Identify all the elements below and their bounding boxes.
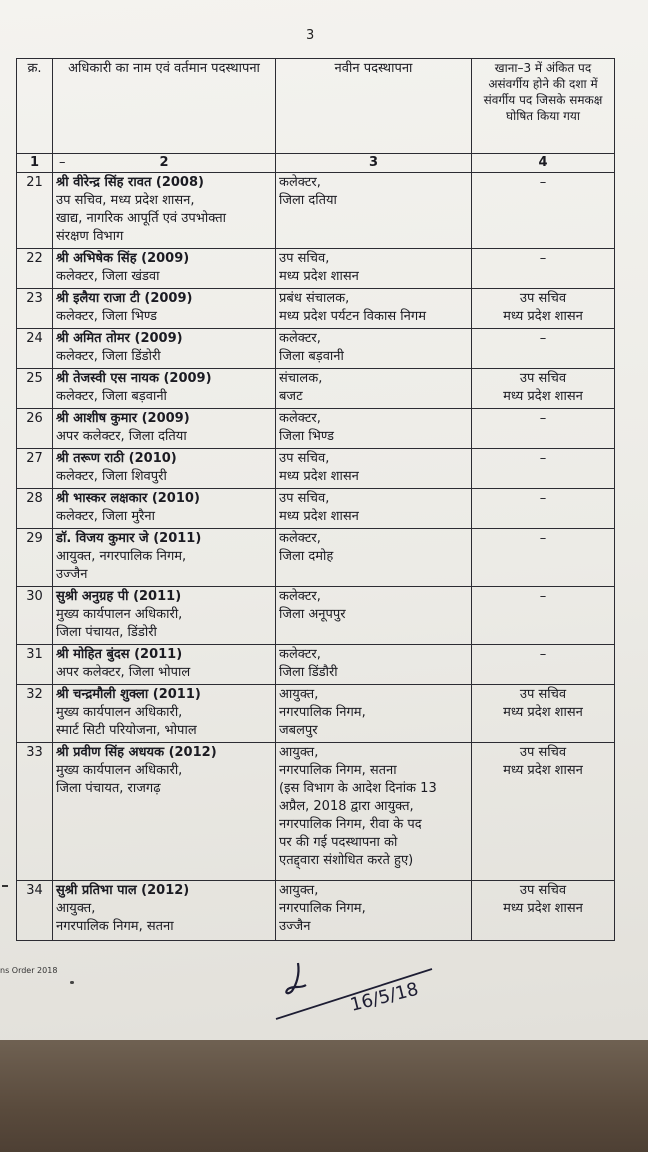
row-officer-cell: [53, 743, 276, 881]
equivalent-post-line: –: [539, 451, 547, 466]
equivalent-post-line: उप सचिव: [519, 291, 567, 306]
row-serial: 30: [17, 587, 53, 645]
row-new-posting-cell: [276, 685, 472, 743]
row-officer-cell: [53, 173, 276, 249]
equivalent-post-line: –: [539, 647, 547, 662]
row-new-posting-cell: [276, 249, 472, 289]
col-number: [53, 154, 276, 173]
new-posting-line: कलेक्टर,: [279, 589, 321, 604]
row-serial: 34: [17, 881, 53, 941]
current-posting-line: कलेक्टर, जिला भिण्ड: [56, 309, 157, 324]
new-posting-line: अप्रैल, 2018 द्वारा आयुक्त,: [279, 799, 414, 814]
row-new-posting-cell: [276, 529, 472, 587]
new-posting-line: कलेक्टर,: [279, 531, 321, 546]
new-posting-line: जिला बड़वानी: [279, 349, 344, 364]
new-posting-line: प्रबंध संचालक,: [279, 291, 350, 306]
row-officer-cell: [53, 369, 276, 409]
current-posting-line: संरक्षण विभाग: [56, 229, 124, 244]
row-new-posting-cell: [276, 449, 472, 489]
row-new-posting-cell: [276, 489, 472, 529]
table-row: [17, 881, 615, 941]
table-row: [17, 489, 615, 529]
new-posting-line: मध्य प्रदेश पर्यटन विकास निगम: [279, 309, 426, 324]
equivalent-post-line: –: [539, 331, 547, 346]
new-posting-line: कलेक्टर,: [279, 411, 321, 426]
equivalent-post-line: मध्य प्रदेश शासन: [503, 309, 583, 324]
table-row: [17, 685, 615, 743]
row-officer-cell: [53, 685, 276, 743]
new-posting-line: जिला भिण्ड: [279, 429, 334, 444]
current-posting-line: उज्जैन: [56, 567, 88, 582]
current-posting-line: अपर कलेक्टर, जिला भोपाल: [56, 665, 191, 680]
officer-name: श्री आशीष कुमार (2009): [56, 411, 190, 426]
page-number: 3: [306, 28, 315, 43]
current-posting-line: आयुक्त, नगरपालिक निगम,: [56, 549, 187, 564]
signature: [270, 955, 450, 1027]
equivalent-post-line: उप सचिव: [519, 687, 567, 702]
row-new-posting-cell: [276, 329, 472, 369]
officer-name: श्री प्रवीण सिंह अधयक (2012): [56, 745, 217, 760]
row-equivalent-cell: [472, 587, 615, 645]
equivalent-post-line: मध्य प्रदेश शासन: [503, 389, 583, 404]
new-posting-line: उप सचिव,: [279, 491, 330, 506]
current-posting-line: मुख्य कार्यपालन अधिकारी,: [56, 763, 183, 778]
row-serial: 33: [17, 743, 53, 881]
header-new-posting: नवीन पदस्थापना: [276, 59, 472, 154]
row-equivalent-cell: [472, 529, 615, 587]
table-row: [17, 289, 615, 329]
officer-name: श्री तेजस्वी एस नायक (2009): [56, 371, 212, 386]
row-officer-cell: [53, 489, 276, 529]
current-posting-line: स्मार्ट सिटी परियोजना, भोपाल: [56, 723, 197, 738]
equivalent-post-line: –: [539, 589, 547, 604]
current-posting-line: मुख्य कार्यपालन अधिकारी,: [56, 607, 183, 622]
row-serial: 25: [17, 369, 53, 409]
new-posting-line: आयुक्त,: [279, 687, 319, 702]
equivalent-post-line: मध्य प्रदेश शासन: [503, 705, 583, 720]
row-equivalent-cell: [472, 685, 615, 743]
row-equivalent-cell: [472, 369, 615, 409]
row-serial: 26: [17, 409, 53, 449]
officer-name: श्री मोहित बुंदस (2011): [56, 647, 183, 662]
equivalent-post-line: उप सचिव: [519, 745, 567, 760]
row-new-posting-cell: [276, 289, 472, 329]
current-posting-line: कलेक्टर, जिला खंडवा: [56, 269, 160, 284]
row-equivalent-cell: [472, 743, 615, 881]
header-equivalent-post: खाना–3 में अंकित पद असंवर्गीय होने की दशा में संवर्गीय पद जिसके समकक्ष घोषित किया गया: [472, 59, 615, 154]
signature-date: 16/5/18: [348, 978, 421, 1016]
current-posting-line: आयुक्त,: [56, 901, 96, 916]
row-serial: 32: [17, 685, 53, 743]
row-officer-cell: [53, 409, 276, 449]
row-serial: 28: [17, 489, 53, 529]
new-posting-line: आयुक्त,: [279, 745, 319, 760]
row-equivalent-cell: [472, 329, 615, 369]
row-officer-cell: [53, 449, 276, 489]
equivalent-post-line: उप सचिव: [519, 883, 567, 898]
current-posting-line: मुख्य कार्यपालन अधिकारी,: [56, 705, 183, 720]
equivalent-post-line: –: [539, 531, 547, 546]
current-posting-line: कलेक्टर, जिला मुरैना: [56, 509, 156, 524]
table-row: [17, 743, 615, 881]
row-new-posting-cell: [276, 743, 472, 881]
margin-mark: [2, 885, 8, 887]
table-row: [17, 529, 615, 587]
officer-name: सुश्री अनुग्रह पी (2011): [56, 589, 182, 604]
ink-dot: [70, 981, 74, 984]
new-posting-line: मध्य प्रदेश शासन: [279, 269, 359, 284]
equivalent-post-line: मध्य प्रदेश शासन: [503, 763, 583, 778]
equivalent-post-line: –: [539, 251, 547, 266]
new-posting-line: मध्य प्रदेश शासन: [279, 469, 359, 484]
row-new-posting-cell: [276, 645, 472, 685]
col-number: 3: [276, 154, 472, 173]
new-posting-line: कलेक्टर,: [279, 331, 321, 346]
officer-name: श्री तरूण राठी (2010): [56, 451, 177, 466]
current-posting-line: जिला पंचायत, डिंडोरी: [56, 625, 157, 640]
new-posting-line: (इस विभाग के आदेश दिनांक 13: [279, 781, 437, 796]
officer-name: श्री इलैया राजा टी (2009): [56, 291, 193, 306]
row-new-posting-cell: [276, 881, 472, 941]
officer-name: श्री अमित तोमर (2009): [56, 331, 183, 346]
new-posting-line: उज्जैन: [279, 919, 311, 934]
col-number-value: 2: [159, 155, 169, 170]
table-row: [17, 369, 615, 409]
officer-name: श्री वीरेन्द्र सिंह रावत (2008): [56, 175, 204, 190]
table-row: [17, 329, 615, 369]
row-serial: 29: [17, 529, 53, 587]
row-equivalent-cell: [472, 289, 615, 329]
officer-name: श्री अभिषेक सिंह (2009): [56, 251, 190, 266]
new-posting-line: एतद्द्वारा संशोधित करते हुए): [279, 853, 414, 868]
new-posting-line: उप सचिव,: [279, 251, 330, 266]
current-posting-line: कलेक्टर, जिला शिवपुरी: [56, 469, 167, 484]
current-posting-line: अपर कलेक्टर, जिला दतिया: [56, 429, 187, 444]
row-officer-cell: [53, 881, 276, 941]
row-officer-cell: [53, 645, 276, 685]
row-new-posting-cell: [276, 409, 472, 449]
row-officer-cell: [53, 329, 276, 369]
row-officer-cell: [53, 529, 276, 587]
new-posting-line: नगरपालिक निगम,: [279, 705, 366, 720]
new-posting-line: मध्य प्रदेश शासन: [279, 509, 359, 524]
row-equivalent-cell: [472, 173, 615, 249]
row-serial: 27: [17, 449, 53, 489]
row-serial: 24: [17, 329, 53, 369]
footer-text: ns Order 2018: [0, 966, 58, 975]
new-posting-line: जिला अनूपपुर: [279, 607, 346, 622]
table-row: [17, 249, 615, 289]
row-equivalent-cell: [472, 489, 615, 529]
row-equivalent-cell: [472, 645, 615, 685]
header-officer: अधिकारी का नाम एवं वर्तमान पदस्थापना: [53, 59, 276, 154]
table-row: [17, 409, 615, 449]
table-body: [17, 173, 615, 941]
equivalent-post-line: –: [539, 175, 547, 190]
officer-name: सुश्री प्रतिभा पाल (2012): [56, 883, 190, 898]
new-posting-line: जबलपुर: [279, 723, 318, 738]
signature-stroke: [286, 963, 306, 993]
column-number-row: [17, 154, 615, 173]
col-number-prefix: –: [59, 155, 66, 170]
equivalent-post-line: उप सचिव: [519, 371, 567, 386]
row-equivalent-cell: [472, 881, 615, 941]
table-row: [17, 173, 615, 249]
posting-table: [16, 58, 615, 941]
equivalent-post-line: –: [539, 491, 547, 506]
new-posting-line: नगरपालिक निगम, सतना: [279, 763, 397, 778]
new-posting-line: पर की गई पदस्थापना को: [279, 835, 398, 850]
row-serial: 31: [17, 645, 53, 685]
current-posting-line: जिला पंचायत, राजगढ़: [56, 781, 161, 796]
row-serial: 21: [17, 173, 53, 249]
new-posting-line: जिला डिंडौरी: [279, 665, 338, 680]
current-posting-line: नगरपालिक निगम, सतना: [56, 919, 174, 934]
new-posting-line: आयुक्त,: [279, 883, 319, 898]
row-officer-cell: [53, 289, 276, 329]
equivalent-post-line: –: [539, 411, 547, 426]
new-posting-line: कलेक्टर,: [279, 647, 321, 662]
row-serial: 23: [17, 289, 53, 329]
new-posting-line: संचालक,: [279, 371, 323, 386]
col-number: 1: [17, 154, 53, 173]
new-posting-line: जिला दतिया: [279, 193, 337, 208]
row-new-posting-cell: [276, 587, 472, 645]
current-posting-line: खाद्य, नागरिक आपूर्ति एवं उपभोक्ता: [56, 211, 227, 226]
new-posting-line: कलेक्टर,: [279, 175, 321, 190]
officer-name: श्री चन्द्रमौली शुक्ला (2011): [56, 687, 201, 702]
row-serial: 22: [17, 249, 53, 289]
header-serial: क्र.: [17, 59, 53, 154]
current-posting-line: कलेक्टर, जिला बड़वानी: [56, 389, 167, 404]
new-posting-line: नगरपालिक निगम, रीवा के पद: [279, 817, 422, 832]
background-floor: [0, 1040, 648, 1152]
row-officer-cell: [53, 249, 276, 289]
current-posting-line: कलेक्टर, जिला डिंडोरी: [56, 349, 161, 364]
row-equivalent-cell: [472, 249, 615, 289]
table-row: [17, 449, 615, 489]
new-posting-line: नगरपालिक निगम,: [279, 901, 366, 916]
table-header-row: [17, 59, 615, 154]
row-equivalent-cell: [472, 449, 615, 489]
row-equivalent-cell: [472, 409, 615, 449]
officer-name: डॉ. विजय कुमार जे (2011): [56, 531, 202, 546]
new-posting-line: बजट: [279, 389, 303, 404]
table-row: [17, 645, 615, 685]
row-officer-cell: [53, 587, 276, 645]
col-number: 4: [472, 154, 615, 173]
table-row: [17, 587, 615, 645]
officer-name: श्री भास्कर लक्षकार (2010): [56, 491, 200, 506]
new-posting-line: उप सचिव,: [279, 451, 330, 466]
row-new-posting-cell: [276, 369, 472, 409]
current-posting-line: उप सचिव, मध्य प्रदेश शासन,: [56, 193, 195, 208]
equivalent-post-line: मध्य प्रदेश शासन: [503, 901, 583, 916]
new-posting-line: जिला दमोह: [279, 549, 334, 564]
row-new-posting-cell: [276, 173, 472, 249]
